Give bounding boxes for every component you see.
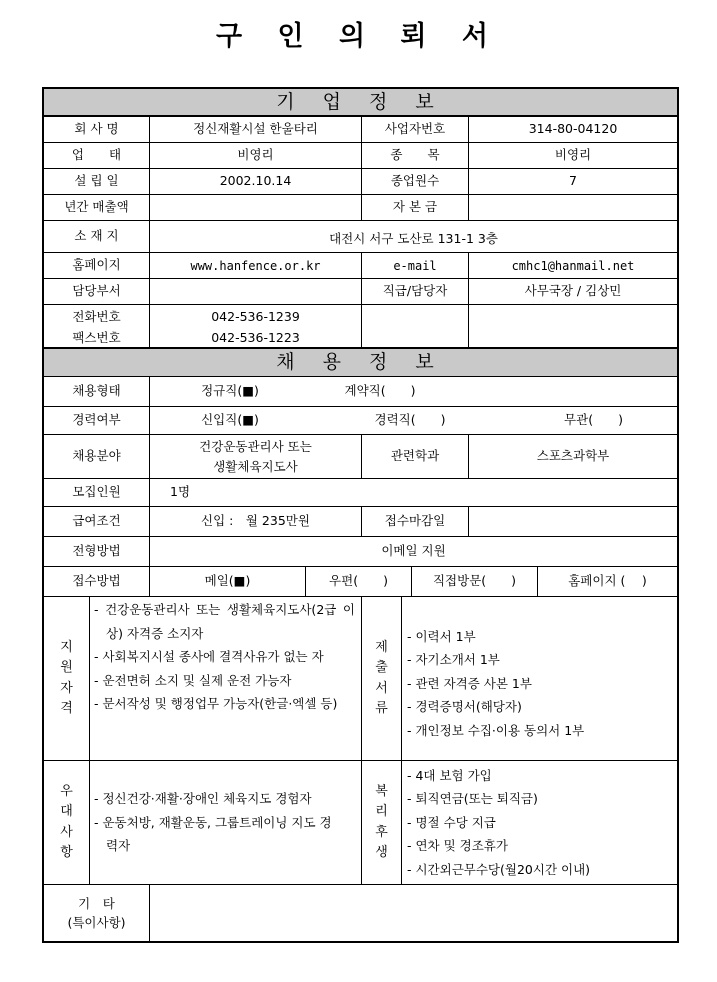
label-phone: 전화번호 [44, 305, 150, 329]
hiring-field-line1: 건강운동관리사 또는 [199, 438, 312, 454]
doc-item: - 경력증명서(해당자) [407, 699, 522, 715]
fax: 042-536-1223 [150, 327, 362, 349]
label-welfare [362, 761, 402, 885]
qual-item: - 운전면허 소지 및 실제 운전 가능자 [94, 672, 292, 688]
hiring-field [150, 435, 362, 479]
form-contract: 계약직( ) [310, 377, 450, 407]
label-capital: 자 본 금 [362, 195, 469, 221]
address: 대전시 서구 도산로 131-1 3층 [150, 221, 677, 253]
qual-label-char: 원 [60, 660, 73, 676]
label-employment-form: 채용형태 [44, 377, 150, 407]
welfare-label-char: 복 [375, 784, 388, 800]
label-position: 직급/담당자 [362, 279, 469, 305]
email: cmhc1@hanmail.net [469, 253, 677, 279]
label-homepage: 홈페이지 [44, 253, 150, 279]
pref-label-char: 사 [60, 824, 73, 840]
bizno: 314-80-04120 [469, 117, 677, 143]
employees: 7 [469, 169, 677, 195]
label-sales: 년간 매출액 [44, 195, 150, 221]
label-biz-type: 업 태 [44, 143, 150, 169]
label-preferences [44, 761, 90, 885]
pref-label-char: 우 [60, 784, 73, 800]
apply-visit: 직접방문( ) [412, 567, 538, 597]
document-title: 구 인 의 뢰 서 [215, 21, 501, 52]
label-process: 전형방법 [44, 537, 150, 567]
label-biz-item: 종 목 [362, 143, 469, 169]
qual-label-char: 지 [60, 640, 73, 656]
welfare-label-char: 후 [375, 824, 388, 840]
section-company: 기 업 정 보 [44, 89, 677, 117]
form-blank [450, 377, 677, 407]
qual-item: - 건강운동관리사 또는 생활체육지도사(2급 이상) 자격증 소지자 [94, 602, 355, 641]
position-contact: 사무국장 / 김상민 [469, 279, 677, 305]
label-deadline: 접수마감일 [362, 507, 469, 537]
welfare-item: - 연차 및 경조휴가 [407, 838, 508, 854]
welfare-item: - 4대 보험 가입 [407, 767, 492, 783]
label-headcount: 모집인원 [44, 479, 150, 507]
salary: 신입 : 월 235만원 [150, 507, 362, 537]
doc-item: - 관련 자격증 사본 1부 [407, 675, 532, 691]
doc-item: - 개인정보 수집·이용 동의서 1부 [407, 722, 585, 738]
empty-cell-contact [362, 305, 469, 349]
biz-item: 비영리 [469, 143, 677, 169]
pref-label-char: 항 [60, 844, 73, 860]
welfare-label-char: 생 [375, 844, 388, 860]
label-field: 채용분야 [44, 435, 150, 479]
doc-item: - 이력서 1부 [407, 628, 476, 644]
label-documents [362, 597, 402, 761]
apply-mail: 메일(■) [150, 567, 306, 597]
label-fax: 팩스번호 [44, 327, 150, 349]
pref-item: - 정신건강·재활·장애인 체육지도 경험자 [94, 791, 312, 807]
docs-label-char: 서 [375, 680, 388, 696]
phone: 042-536-1239 [150, 305, 362, 329]
biz-type: 비영리 [150, 143, 362, 169]
apply-post: 우편( ) [306, 567, 412, 597]
label-employees: 종업원수 [362, 169, 469, 195]
pref-label-char: 대 [60, 804, 73, 820]
label-major: 관련학과 [362, 435, 469, 479]
headcount: 1명 [150, 479, 677, 507]
etc-label-line2: (특이사항) [67, 915, 126, 930]
pref-item: - 운동처방, 재활운동, 그룹트레이닝 지도 경력자 [94, 814, 332, 854]
form-regular: 정규직(■) [150, 377, 310, 407]
etc-label-line1: 기 타 [78, 895, 115, 911]
label-company-name: 회 사 명 [44, 117, 150, 143]
dept [150, 279, 362, 305]
qual-item: - 문서작성 및 행정업무 가능자(한글·엑셀 등) [94, 696, 338, 711]
label-email: e-mail [362, 253, 469, 279]
capital [469, 195, 677, 221]
related-major: 스포츠과학부 [469, 435, 677, 479]
label-founded: 설 립 일 [44, 169, 150, 195]
label-address: 소 재 지 [44, 221, 150, 253]
doc-item: - 자기소개서 1부 [407, 652, 500, 668]
homepage: www.hanfence.or.kr [150, 253, 362, 279]
welfare-label-char: 리 [375, 804, 388, 820]
apply-homepage: 홈페이지 ( ) [538, 567, 677, 597]
section-hiring: 채 용 정 보 [44, 347, 677, 377]
qual-item: - 사회복지시설 종사에 결격사유가 없는 자 [94, 649, 324, 664]
deadline [469, 507, 677, 537]
qual-label-char: 자 [60, 680, 73, 696]
career-experienced: 경력직( ) [310, 407, 510, 435]
label-bizno: 사업자번호 [362, 117, 469, 143]
label-apply-method: 접수방법 [44, 567, 150, 597]
docs-label-char: 제 [375, 640, 388, 656]
label-career: 경력여부 [44, 407, 150, 435]
label-salary: 급여조건 [44, 507, 150, 537]
annual-sales [150, 195, 362, 221]
etc-notes [150, 885, 677, 941]
selection-process: 이메일 지원 [150, 537, 677, 567]
label-qualifications [44, 597, 90, 761]
docs-label-char: 출 [375, 660, 388, 676]
company-name: 정신재활시설 한울타리 [150, 117, 362, 143]
welfare-item: - 시간외근무수당(월20시간 이내) [407, 861, 591, 877]
career-new: 신입직(■) [150, 407, 310, 435]
qualifications [90, 597, 362, 761]
founded-date: 2002.10.14 [150, 169, 362, 195]
docs-label-char: 류 [375, 700, 388, 716]
welfare [402, 761, 677, 885]
hiring-field-line2: 생활체육지도사 [213, 458, 298, 474]
welfare-item: - 퇴직연금(또는 퇴직금) [407, 791, 538, 807]
label-etc [44, 885, 150, 941]
label-dept: 담당부서 [44, 279, 150, 305]
welfare-item: - 명절 수당 지급 [407, 814, 496, 830]
career-any: 무관( ) [510, 407, 677, 435]
form-table [42, 87, 679, 943]
documents [402, 597, 677, 761]
preferences [90, 761, 362, 885]
qual-label-char: 격 [60, 700, 73, 716]
